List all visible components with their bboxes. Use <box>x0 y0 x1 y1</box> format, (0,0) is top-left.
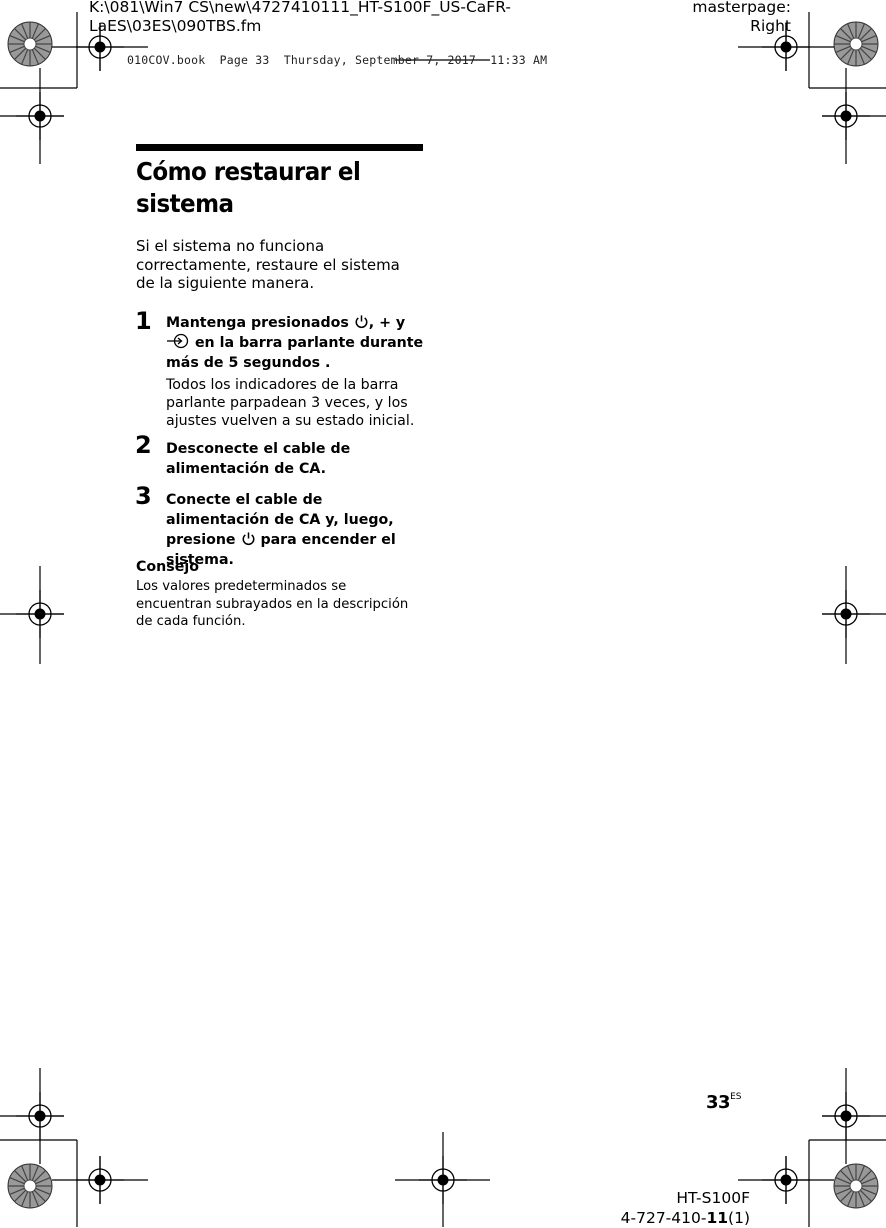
masterpage-line1: masterpage: <box>692 0 791 16</box>
intro-paragraph: Si el sistema no funciona correctamente, restaure el sistema de la siguiente manera. <box>136 237 400 292</box>
footer-model: HT-S100F <box>676 1189 750 1207</box>
step-2-instruction: Desconecte el cable de alimentación de CA. <box>166 441 351 477</box>
input-icon <box>166 333 190 349</box>
section-title: Cómo restaurar el sistema <box>136 157 361 218</box>
power-icon <box>354 314 369 329</box>
masterpage-line2: Right <box>750 17 791 35</box>
step-number: 3 <box>135 482 152 510</box>
file-path-line2: LaES\03ES\090TBS.fm <box>89 17 262 35</box>
step-number: 2 <box>135 431 152 459</box>
step-number: 1 <box>135 307 152 335</box>
masterpage-label <box>692 0 791 36</box>
page-number: $33^{ES}$ <box>706 1092 742 1113</box>
file-path-line1: K:\081\Win7 CS\new\4727410111_HT-S100F_US-CaFR- <box>89 0 511 16</box>
file-path <box>89 0 511 36</box>
step-3-instruction: Conecte el cable de alimentación de CA y, luego, presione para encender el sistema. <box>166 492 396 568</box>
book-info: 010COV.book Page 33 Thursday, September 7, 2017 11:33 AM <box>127 53 548 67</box>
step-1-result: Todos los indicadores de la barra parlante parpadean 3 veces, y los ajustes vuelven a su estado inicial. <box>166 377 415 429</box>
tip-body: Los valores predeterminados se encuentran subrayados en la descripción de cada función. <box>136 579 409 629</box>
footer-part-code: 4-727-410-11(1) <box>620 1209 750 1227</box>
power-icon <box>241 531 256 546</box>
title-rule <box>136 144 423 151</box>
step-1-instruction: Mantenga presionados , + y en la barra parlante durante más de 5 segundos . <box>166 315 424 371</box>
tip-heading: Consejo <box>136 559 199 575</box>
page-locale: ES <box>730 1092 742 1102</box>
